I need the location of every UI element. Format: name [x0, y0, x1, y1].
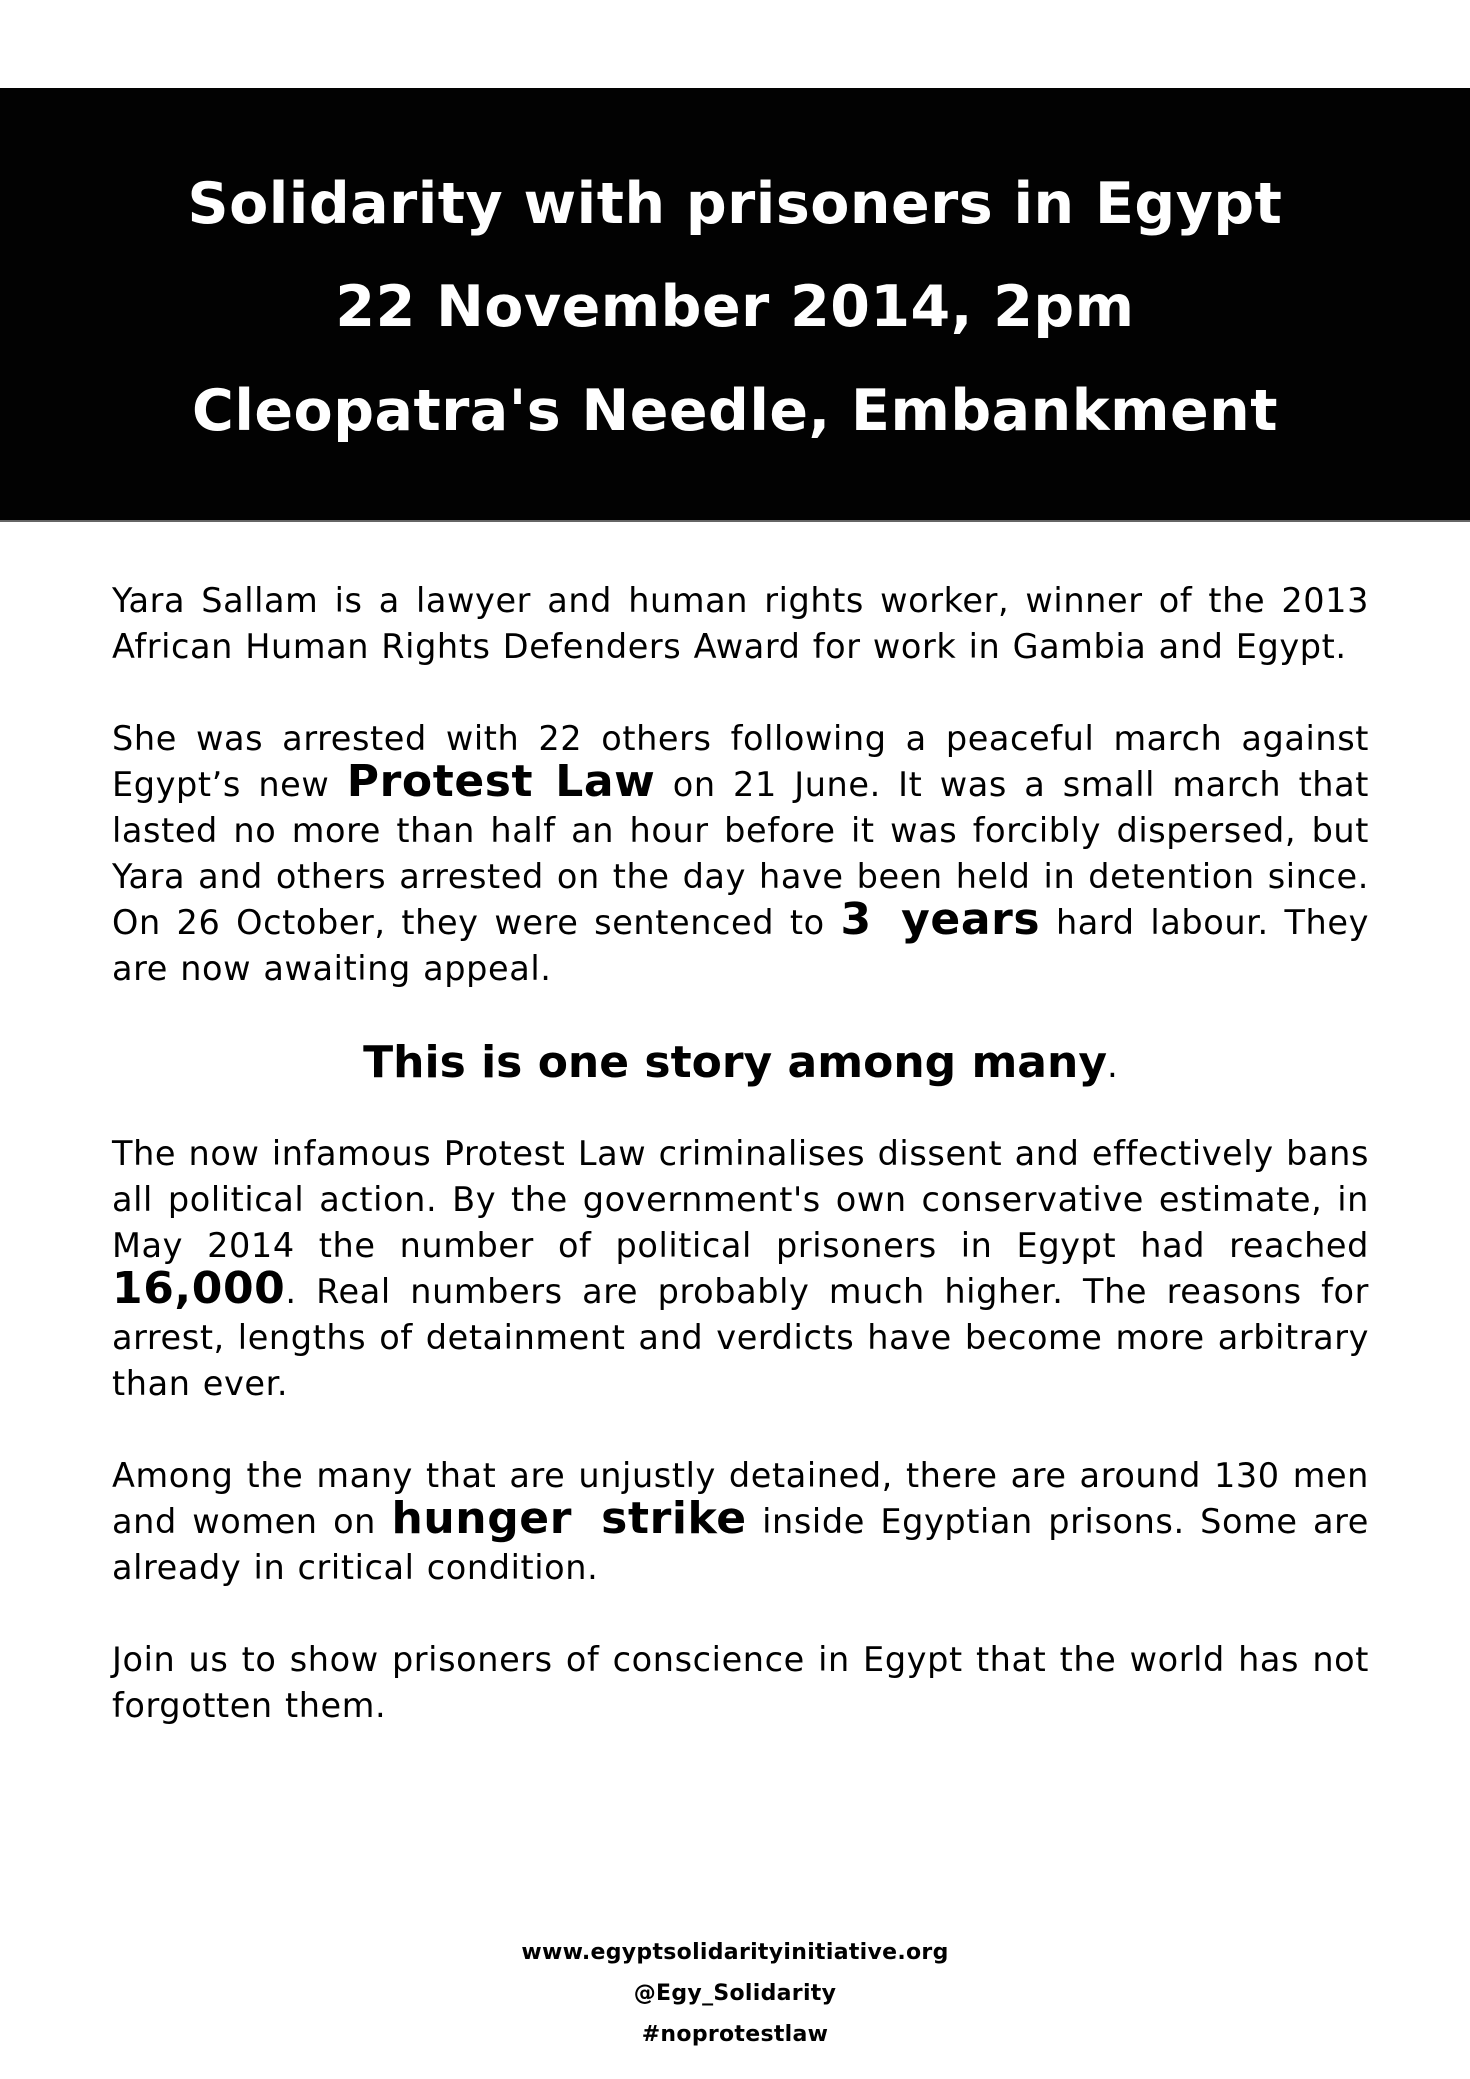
emphasis-16000: 16,000	[112, 1263, 286, 1314]
event-title: Solidarity with prisoners in Egypt	[187, 171, 1283, 237]
twitter-handle[interactable]: @Egy_Solidarity	[633, 1981, 837, 2006]
paragraph-hunger-strike	[112, 1453, 1369, 1591]
section-heading-text: This is one story among many	[363, 1037, 1108, 1088]
event-banner	[0, 88, 1470, 522]
event-date-time: 22 November 2014, 2pm	[335, 274, 1135, 340]
paragraph-protest-law-text-2: . Real numbers are probably much higher. The reasons for arrest, lengths of detainment and verdicts have become more arbitrary than ever.	[112, 1272, 1369, 1403]
event-location: Cleopatra's Needle, Embankment	[192, 378, 1278, 444]
paragraph-arrest-text-2: on 21 June. It was a small march that lasted no more than half an hour before it was forcibly dispersed, but Yara and others arrested on the day have been held in detention since. On 26 October, they were sentenced to	[112, 765, 1369, 942]
paragraph-yara-intro: Yara Sallam is a lawyer and human rights worker, winner of the 2013 African Human Rights Defenders Award for work in Gambia and Egypt.	[112, 581, 1369, 666]
flyer-body	[112, 578, 1369, 1775]
paragraph-call-to-action: Join us to show prisoners of conscience in Egypt that the world has not forgotten them.	[112, 1640, 1369, 1725]
emphasis-protest-law: Protest Law	[346, 756, 656, 807]
paragraph-protest-law-text-1: The now infamous Protest Law criminalises dissent and effectively bans all political action. By the government's own conservative estimate, in May 2014 the number of political prisoners in Egypt had reached	[112, 1134, 1369, 1265]
paragraph-arrest	[112, 716, 1369, 992]
paragraph-hunger-strike-text-2: inside Egyptian prisons. Some are already in critical condition.	[112, 1502, 1369, 1587]
emphasis-3-years: 3 years	[840, 894, 1041, 945]
footer-contacts	[0, 1932, 1470, 2055]
paragraph-arrest-text-1: She was arrested with 22 others following a peaceful march against Egypt’s new	[112, 719, 1369, 804]
paragraph-arrest-text-3: hard labour. They are now awaiting appeal.	[112, 903, 1369, 988]
paragraph-hunger-strike-text-1: Among the many that are unjustly detained, there are around 130 men and women on	[112, 1456, 1369, 1541]
section-heading	[112, 1038, 1369, 1091]
emphasis-hunger-strike: hunger strike	[391, 1493, 747, 1544]
website-link[interactable]: www.egyptsolidarityinitiative.org	[521, 1940, 949, 1965]
section-heading-punct: .	[1107, 1046, 1118, 1086]
paragraph-protest-law	[112, 1131, 1369, 1407]
hashtag[interactable]: #noprotestlaw	[641, 2022, 829, 2047]
